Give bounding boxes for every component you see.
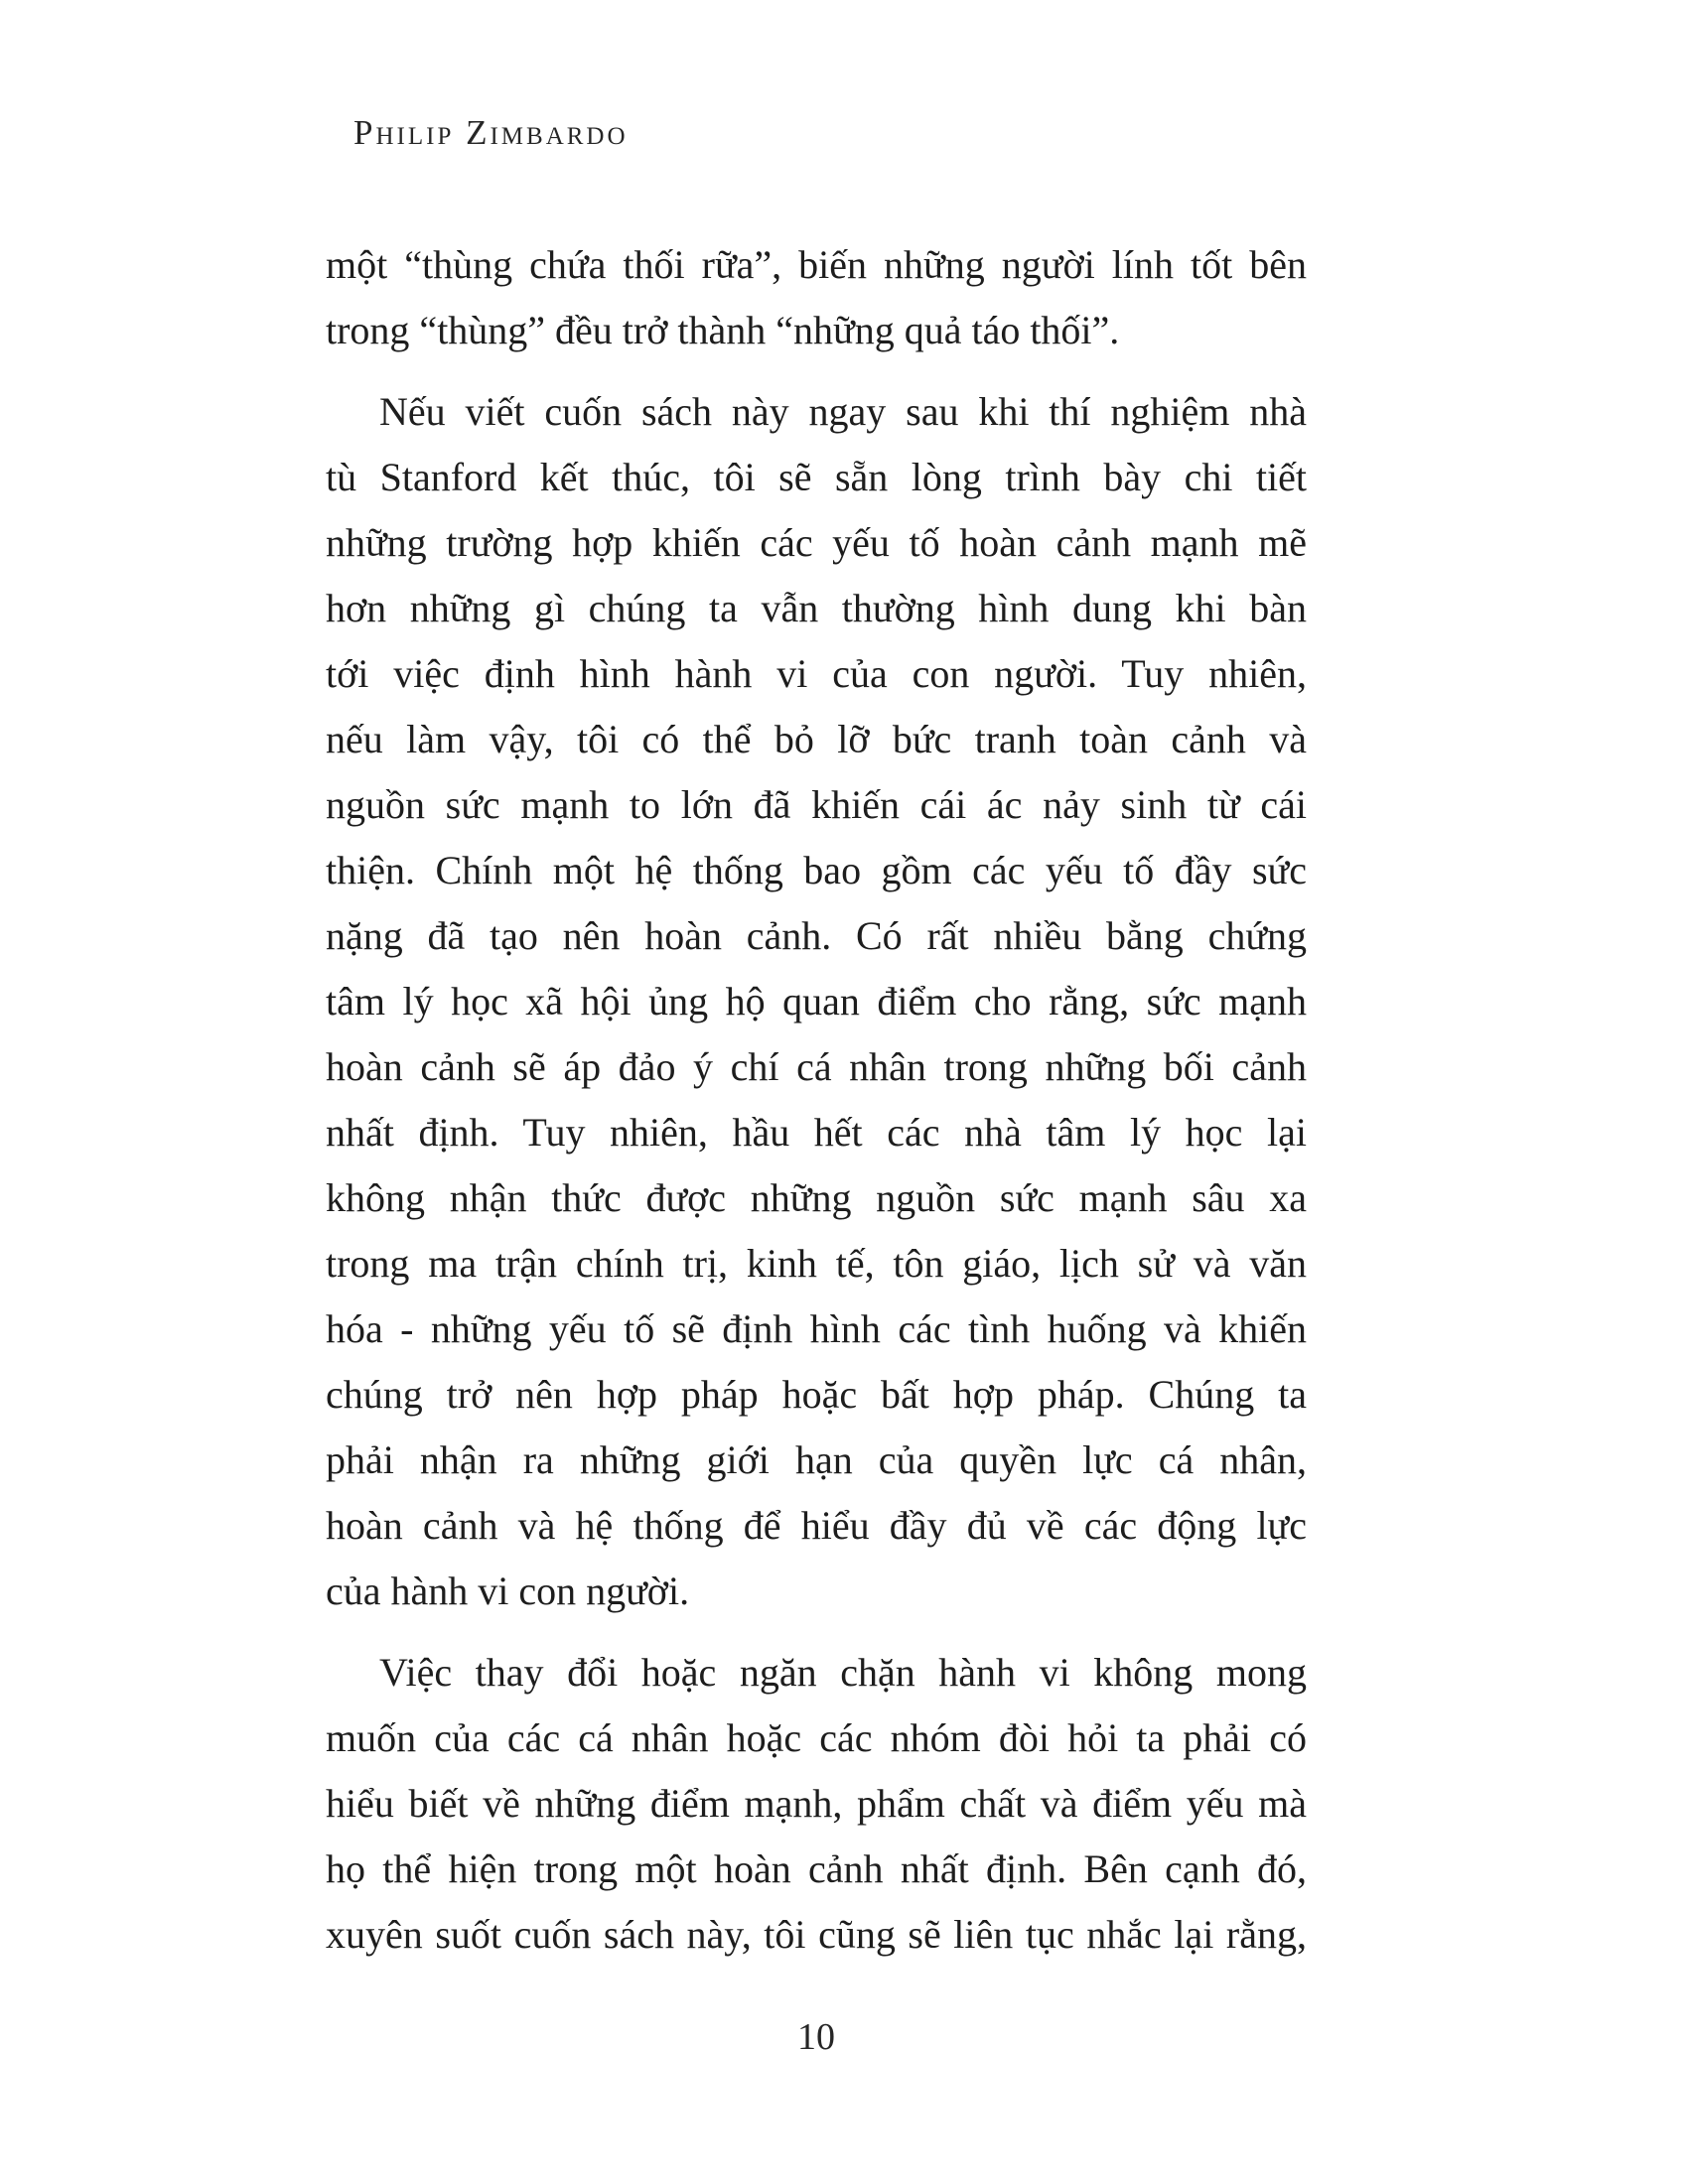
- text-line: hoàn cảnh và hệ thống để hiểu đầy đủ về các động lực: [326, 1503, 1307, 1548]
- text-line: hiểu biết về những điểm mạnh, phẩm chất và điểm yếu mà: [326, 1781, 1307, 1826]
- text-line: một “thùng chứa thối rữa”, biến những người lính tốt bên: [326, 242, 1307, 287]
- text-line: Việc thay đổi hoặc ngăn chặn hành vi không mong: [379, 1650, 1307, 1695]
- text-line: trong ma trận chính trị, kinh tế, tôn giáo, lịch sử và văn: [326, 1241, 1307, 1286]
- paragraph: [326, 379, 1307, 1624]
- text-line: muốn của các cá nhân hoặc các nhóm đòi hỏi ta phải có: [326, 1715, 1307, 1760]
- text-line: nếu làm vậy, tôi có thể bỏ lỡ bức tranh toàn cảnh và: [326, 717, 1307, 761]
- text-line: họ thể hiện trong một hoàn cảnh nhất định. Bên cạnh đó,: [326, 1846, 1307, 1891]
- text-line: phải nhận ra những giới hạn của quyền lực cá nhân,: [326, 1437, 1307, 1482]
- text-line: Nếu viết cuốn sách này ngay sau khi thí nghiệm nhà: [379, 389, 1307, 434]
- text-line: nguồn sức mạnh to lớn đã khiến cái ác nảy sinh từ cái: [326, 782, 1307, 827]
- text-line: thiện. Chính một hệ thống bao gồm các yếu tố đầy sức: [326, 848, 1307, 892]
- page-number: 10: [797, 2016, 835, 2058]
- text-line: chúng trở nên hợp pháp hoặc bất hợp pháp. Chúng ta: [326, 1372, 1307, 1417]
- text-line: xuyên suốt cuốn sách này, tôi cũng sẽ liên tục nhắc lại rằng,: [326, 1912, 1307, 1957]
- text-line: tâm lý học xã hội ủng hộ quan điểm cho rằng, sức mạnh: [326, 979, 1307, 1024]
- text-line: không nhận thức được những nguồn sức mạnh sâu xa: [326, 1175, 1307, 1220]
- text-line: hóa - những yếu tố sẽ định hình các tình huống và khiến: [326, 1306, 1307, 1351]
- text-line: nhất định. Tuy nhiên, hầu hết các nhà tâm lý học lại: [326, 1110, 1307, 1155]
- text-line: của hành vi con người.: [326, 1569, 690, 1613]
- text-line: nặng đã tạo nên hoàn cảnh. Có rất nhiều bằng chứng: [326, 913, 1307, 958]
- paragraph: [326, 232, 1307, 363]
- text-line: tù Stanford kết thúc, tôi sẽ sẵn lòng trình bày chi tiết: [326, 455, 1307, 499]
- text-line: hơn những gì chúng ta vẫn thường hình dung khi bàn: [326, 586, 1307, 630]
- text-line: hoàn cảnh sẽ áp đảo ý chí cá nhân trong những bối cảnh: [326, 1044, 1307, 1089]
- text-line: trong “thùng” đều trở thành “những quả táo thối”.: [326, 308, 1120, 352]
- text-line: tới việc định hình hành vi của con người. Tuy nhiên,: [326, 651, 1307, 696]
- text-line: những trường hợp khiến các yếu tố hoàn cảnh mạnh mẽ: [326, 520, 1307, 565]
- body-text-block: [326, 232, 1307, 1968]
- running-head-author: Philip Zimbardo: [353, 113, 629, 152]
- paragraph: [326, 1640, 1307, 1968]
